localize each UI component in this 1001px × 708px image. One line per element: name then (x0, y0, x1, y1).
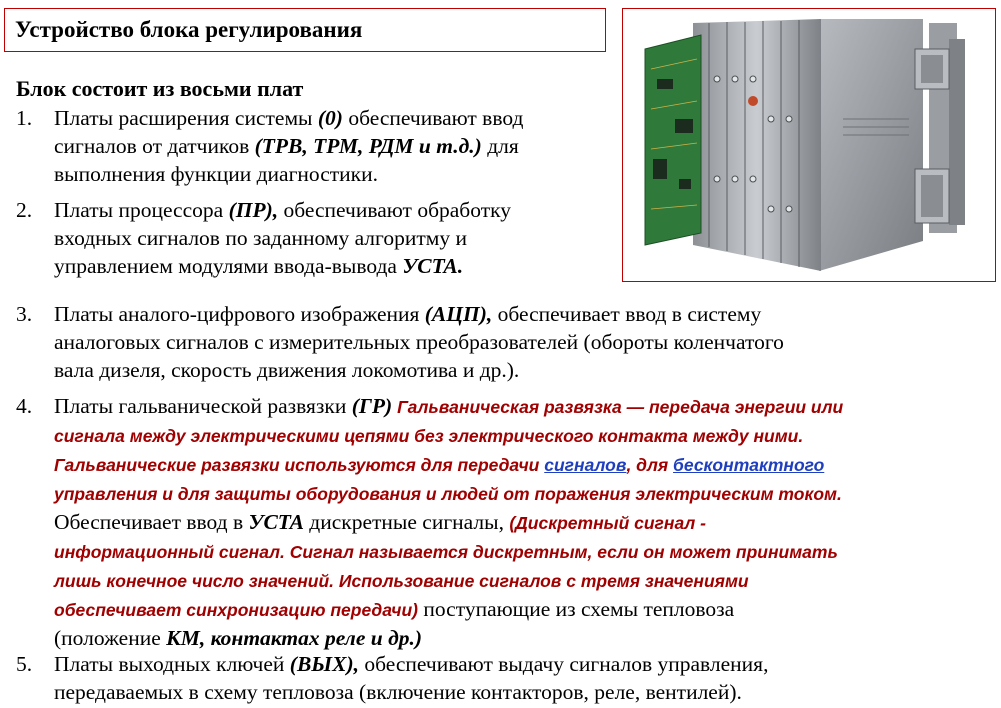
definition-text: информационный сигнал. Сигнал называется дискретным, если он может принимать (54, 542, 838, 562)
text-line (54, 196, 511, 224)
definition-text: сигнала между электрическими цепями без электрического контакта между ними. (54, 426, 804, 446)
text-line (54, 624, 843, 652)
item-body (54, 196, 511, 280)
text-line (54, 132, 523, 160)
text-line (54, 450, 843, 479)
control-unit-illustration (623, 9, 994, 280)
text-line (54, 650, 768, 678)
body-text: выполнения функции диагностики. (54, 162, 378, 186)
item-number: 1. (16, 106, 33, 130)
text-line (54, 300, 784, 328)
emphasis-text: УСТА (248, 510, 304, 534)
item-body (54, 392, 843, 652)
text-line (54, 595, 843, 624)
item-number: 2. (16, 198, 33, 222)
emphasis-text: (ВЫХ), (289, 652, 360, 676)
item-body (54, 650, 768, 706)
body-text: обеспечивают выдачу сигналов управления, (359, 652, 769, 676)
emphasis-text: КМ, контактах реле и др.) (166, 626, 423, 650)
body-text: обеспечивает ввод в систему (492, 302, 762, 326)
text-line (54, 356, 784, 384)
body-text: обеспечивают ввод (342, 106, 524, 130)
definition-text: (Дискретный сигнал - (509, 513, 706, 533)
item-number: 4. (16, 394, 33, 418)
emphasis-text: (ТРВ, ТРМ, РДМ и т.д.) (254, 134, 482, 158)
body-text: входных сигналов по заданному алгоритму и (54, 226, 467, 250)
body-text: сигналов от датчиков (54, 134, 255, 158)
text-line (54, 224, 511, 252)
item-body (54, 300, 784, 384)
title-box (4, 8, 606, 52)
body-text: Платы гальванической развязки (54, 394, 352, 418)
body-text: дискретные сигналы, (303, 510, 510, 534)
definition-text: лишь конечное число значений. Использование сигналов с тремя значениями (54, 571, 749, 591)
definition-text: управления и для защиты оборудования и людей от поражения электрическим током. (54, 484, 842, 504)
device-photo (622, 8, 996, 282)
body-text: передаваемых в схему тепловоза (включение контакторов, реле, вентилей). (54, 680, 742, 704)
definition-text: Гальваническая развязка — передача энергии или (392, 397, 844, 417)
emphasis-text: (ГР) (351, 394, 393, 418)
inline-link[interactable]: бесконтактного (673, 455, 825, 475)
definition-text: Гальванические развязки используются для передачи (54, 455, 545, 475)
body-text: Платы аналого-цифрового изображения (54, 302, 425, 326)
inline-link[interactable]: сигналов (544, 455, 627, 475)
definition-text: , для (626, 455, 674, 475)
body-text: Платы выходных ключей (54, 652, 290, 676)
emphasis-text: (ПР), (228, 198, 279, 222)
emphasis-text: УСТА. (402, 254, 464, 278)
text-line (54, 104, 523, 132)
text-line (54, 508, 843, 537)
item-number: 5. (16, 652, 33, 676)
text-line (54, 328, 784, 356)
text-line (54, 537, 843, 566)
body-text: вала дизеля, скорость движения локомотива и др.). (54, 358, 520, 382)
text-line (54, 252, 511, 280)
emphasis-text: (0) (317, 106, 343, 130)
definition-text: обеспечивает синхронизацию передачи) (54, 600, 418, 620)
body-text: Платы расширения системы (54, 106, 318, 130)
body-text: Платы процессора (54, 198, 229, 222)
text-line (54, 160, 523, 188)
item-number: 3. (16, 302, 33, 326)
text-line (54, 678, 768, 706)
body-text: обеспечивают обработку (278, 198, 511, 222)
body-text: для (481, 134, 519, 158)
subtitle: Блок состоит из восьми плат (16, 76, 304, 101)
text-line (54, 566, 843, 595)
text-line (54, 392, 843, 421)
emphasis-text: (АЦП), (424, 302, 493, 326)
page-title: Устройство блока регулирования (15, 17, 363, 42)
body-text: (положение (54, 626, 167, 650)
body-text: управлением модулями ввода-вывода (54, 254, 403, 278)
body-text: поступающие из схемы тепловоза (418, 597, 735, 621)
body-text: Обеспечивает ввод в (54, 510, 249, 534)
text-line (54, 421, 843, 450)
body-text: аналоговых сигналов с измерительных преобразователей (обороты коленчатого (54, 330, 784, 354)
text-line (54, 479, 843, 508)
item-body (54, 104, 523, 188)
